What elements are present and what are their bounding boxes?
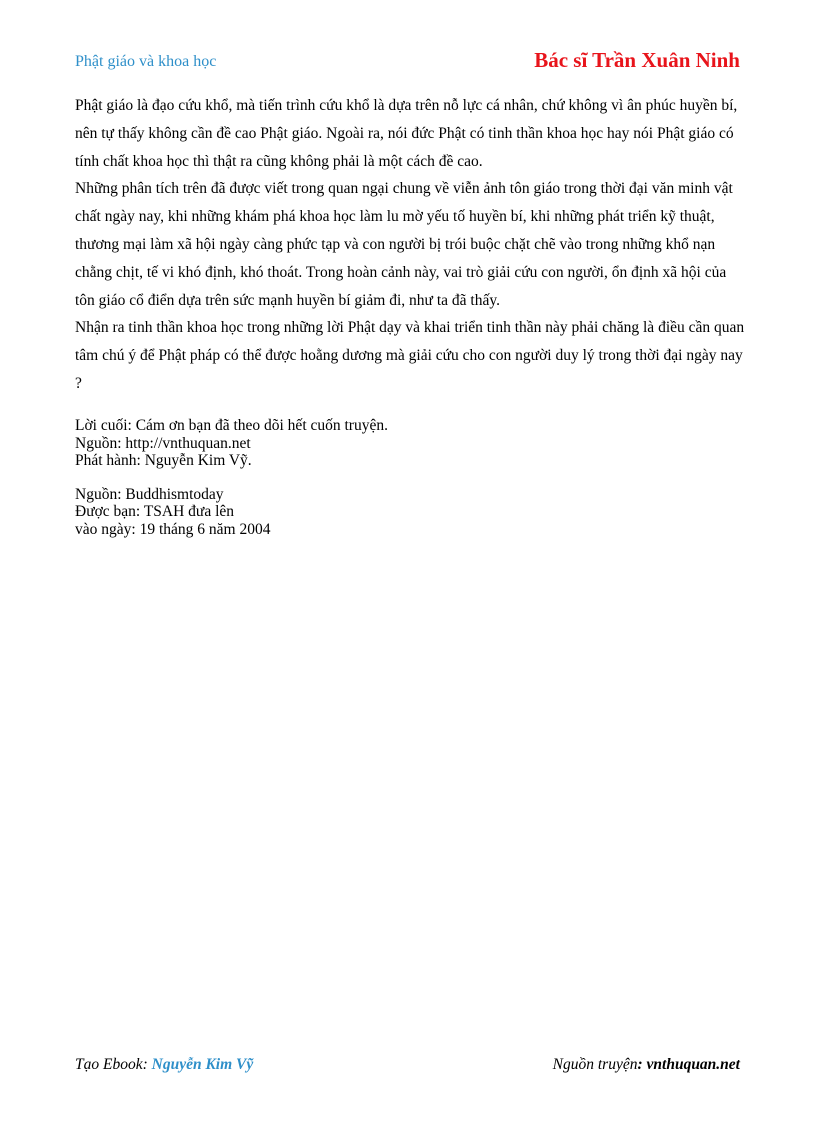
source-line: Nguồn: http://vnthuquan.net [75, 434, 251, 452]
origin-notes [75, 486, 388, 539]
paragraph: Những phân tích trên đã được viết trong quan ngại chung về viễn ảnh tôn giáo trong thời đại văn minh vật chất ngày nay, khi những khám phá khoa học làm lu mờ yếu tố huyền bí, khi những phát triển kỹ thuật, thương mại làm xã hội ngày càng phức tạp và con người bị trói buộc chặt chẽ vào trong những khổ nạn chằng chịt, tế vi khó định, khó thoát. Trong hoàn cảnh này, vai trò giải cứu con người, ổn định xã hội của tôn giáo cổ điển dựa trên sức mạnh huyền bí giảm đi, như ta đã thấy. [75, 180, 733, 309]
uploader-line: Được bạn: TSAH đưa lên [75, 503, 235, 520]
closing-notes [75, 417, 388, 470]
source-site: vnthuquan.net [646, 1056, 740, 1073]
origin-line: Nguồn: Buddhismtoday [75, 485, 224, 503]
book-title: Phật giáo và khoa học [75, 53, 217, 70]
main-text [75, 92, 745, 398]
closing-line: Lời cuối: Cám ơn bạn đã theo dõi hết cuốn truyện. [75, 417, 388, 434]
publisher-line: Phát hành: Nguyễn Kim Vỹ. [75, 452, 252, 469]
source-credit: Nguồn truyện: vnthuquan.net [552, 1056, 740, 1073]
page-footer [75, 1056, 740, 1076]
author-name: Bác sĩ Trần Xuân Ninh [534, 48, 740, 72]
end-notes [75, 417, 388, 554]
source-label: Nguồn truyện [552, 1056, 638, 1073]
ebook-label: Tạo Ebook [75, 1056, 143, 1073]
page-header [75, 48, 740, 76]
ebook-author: Nguyễn Kim Vỹ [151, 1056, 254, 1073]
paragraph: Phật giáo là đạo cứu khổ, mà tiến trình cứu khổ là dựa trên nỗ lực cá nhân, chứ không vì ân phúc huyền bí, nên tự thấy không cần đề cao Phật giáo. Ngoài ra, nói đức Phật có tinh thần khoa học hay nói Phật giáo có tính chất khoa học thì thật ra cũng không phải là một cách đề cao. [75, 97, 738, 170]
date-line: vào ngày: 19 tháng 6 năm 2004 [75, 520, 271, 538]
ebook-credit: Tạo Ebook: Nguyễn Kim Vỹ [75, 1056, 254, 1073]
paragraph: Nhận ra tinh thần khoa học trong những lời Phật dạy và khai triển tinh thần này phải chăng là điều cần quan tâm chú ý để Phật pháp có thể được hoằng dương mà giải cứu cho con người duy lý trong thời đại ngày nay ? [75, 319, 745, 392]
